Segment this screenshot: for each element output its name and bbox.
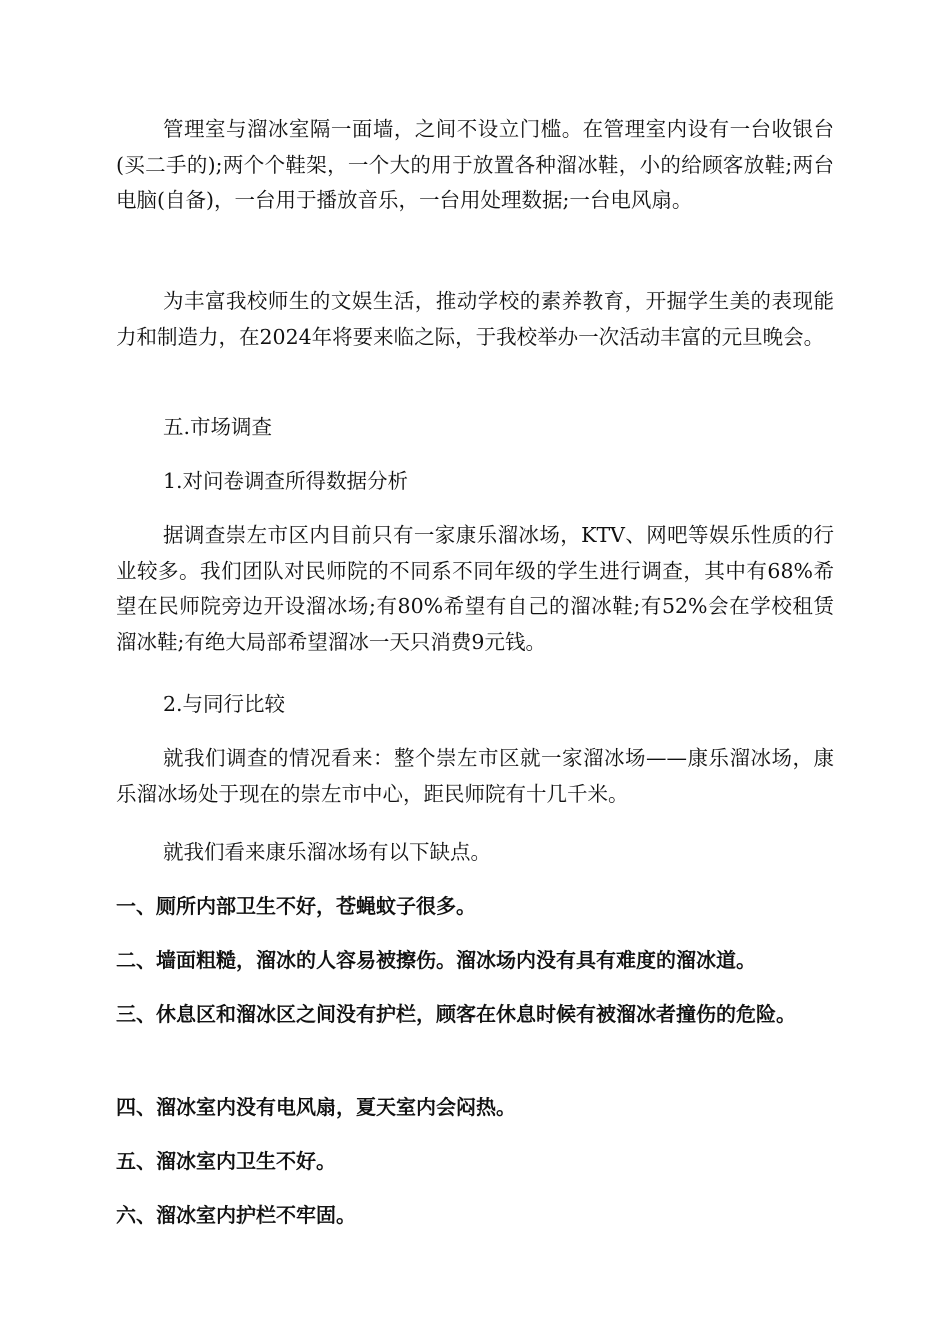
paragraph-management-room: 管理室与溜冰室隔一面墙，之间不设立门槛。在管理室内设有一台收银台(买二手的);两个个鞋架，一个大的用于放置各种溜冰鞋，小的给顾客放鞋;两台电脑(自备)，一台用于播放音乐，一台用处理数据;一台电风扇。 <box>116 117 834 212</box>
drawback-item-5: 五、溜冰室内卫生不好。 <box>116 1149 336 1173</box>
paragraph-survey-results: 据调查崇左市区内目前只有一家康乐溜冰场，KTV、网吧等娱乐性质的行业较多。我们团队对民师院的不同系不同年级的学生进行调查，其中有68%希望在民师院旁边开设溜冰场;有80%希望有自己的溜冰鞋;有52%会在学校租赁溜冰鞋;有绝大局部希望溜冰一天只消费9元钱。 <box>116 523 834 654</box>
drawback-item-6: 六、溜冰室内护栏不牢固。 <box>116 1203 356 1227</box>
drawback-item-2: 二、墙面粗糙，溜冰的人容易被擦伤。溜冰场内没有具有难度的溜冰道。 <box>116 948 756 972</box>
paragraph-drawbacks-intro: 就我们看来康乐溜冰场有以下缺点。 <box>163 840 491 864</box>
drawback-item-1: 一、厕所内部卫生不好，苍蝇蚊子很多。 <box>116 894 476 918</box>
drawback-item-4: 四、溜冰室内没有电风扇，夏天室内会闷热。 <box>116 1095 516 1119</box>
paragraph-competitor-location: 就我们调查的情况看来：整个崇左市区就一家溜冰场——康乐溜冰场，康乐溜冰场处于现在的崇左市中心，距民师院有十几千米。 <box>116 746 834 806</box>
section-heading-market-survey: 五.市场调查 <box>163 415 273 439</box>
drawback-item-3: 三、休息区和溜冰区之间没有护栏，顾客在休息时候有被溜冰者撞伤的危险。 <box>116 1002 796 1026</box>
subheading-competitor-comparison: 2.与同行比较 <box>163 692 286 716</box>
paragraph-new-year-gala: 为丰富我校师生的文娱生活，推动学校的素养教育，开掘学生美的表现能力和制造力，在2024年将要来临之际，于我校举办一次活动丰富的元旦晚会。 <box>116 289 834 349</box>
subheading-questionnaire-analysis: 1.对问卷调查所得数据分析 <box>163 469 409 493</box>
